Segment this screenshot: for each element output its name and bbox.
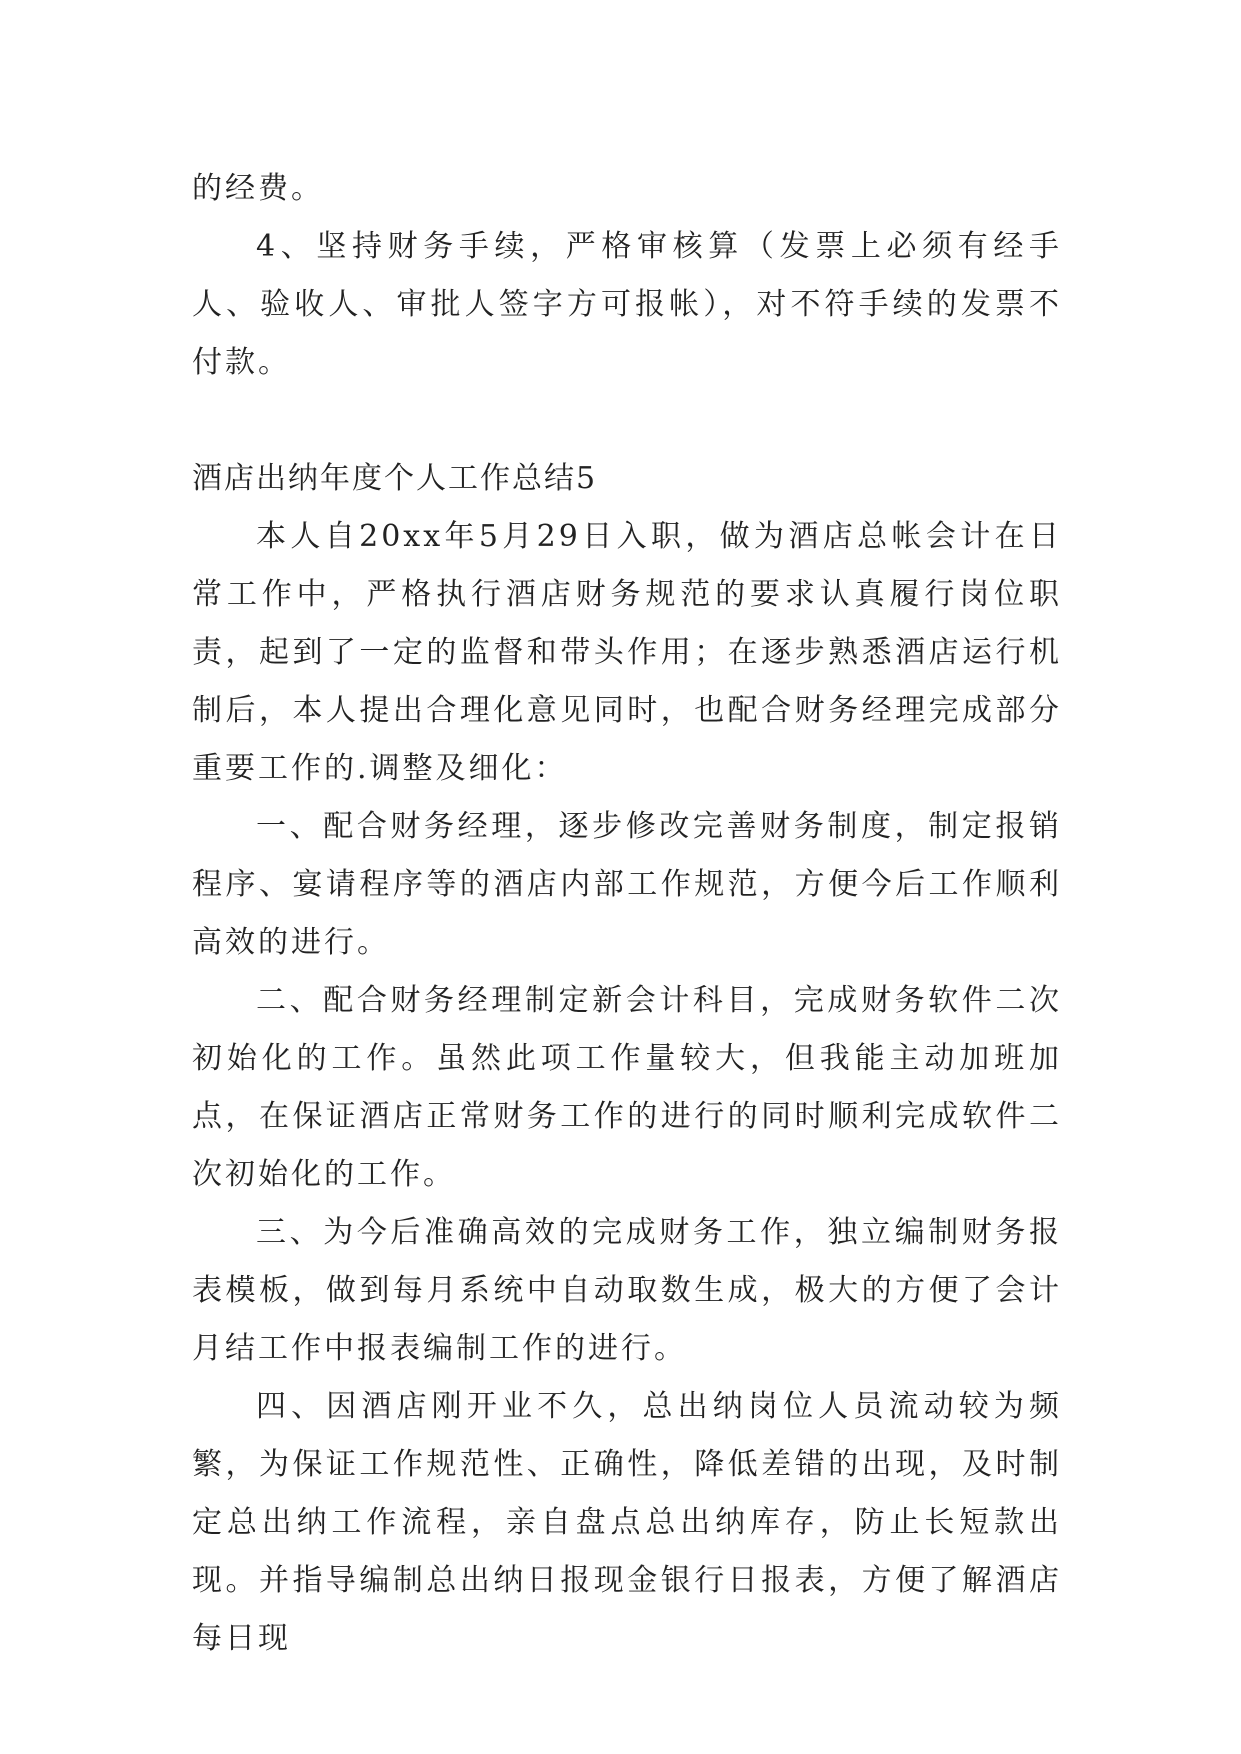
paragraph-item-4: 4、坚持财务手续，严格审核算（发票上必须有经手人、验收人、审批人签字方可报帐），对不符手续的发票不付款。 — [192, 229, 1062, 380]
paragraph-point-2: 二、配合财务经理制定新会计科目，完成财务软件二次初始化的工作。虽然此项工作量较大，但我能主动加班加点，在保证酒店正常财务工作的进行的同时顺利完成软件二次初始化的工作。 — [192, 983, 1062, 1192]
paragraph-intro: 本人自20xx年5月29日入职，做为酒店总帐会计在日常工作中，严格执行酒店财务规范的要求认真履行岗位职责，起到了一定的监督和带头作用；在逐步熟悉酒店运行机制后，本人提出合理化意见同时，也配合财务经理完成部分重要工作的.调整及细化： — [192, 519, 1062, 786]
paragraph-continuation: 的经费。 — [192, 171, 324, 206]
section-gap — [192, 392, 1062, 450]
section-title: 酒店出纳年度个人工作总结5 — [192, 461, 598, 496]
document-page — [192, 160, 1062, 1668]
paragraph-point-3: 三、为今后准确高效的完成财务工作，独立编制财务报表模板，做到每月系统中自动取数生成，极大的方便了会计月结工作中报表编制工作的进行。 — [192, 1215, 1062, 1366]
paragraph-point-4: 四、因酒店刚开业不久，总出纳岗位人员流动较为频繁，为保证工作规范性、正确性，降低差错的出现，及时制定总出纳工作流程，亲自盘点总出纳库存，防止长短款出现。并指导编制总出纳日报现金银行日报表，方便了解酒店每日现 — [192, 1389, 1062, 1656]
paragraph-point-1: 一、配合财务经理，逐步修改完善财务制度，制定报销程序、宴请程序等的酒店内部工作规范，方便今后工作顺利高效的进行。 — [192, 809, 1062, 960]
